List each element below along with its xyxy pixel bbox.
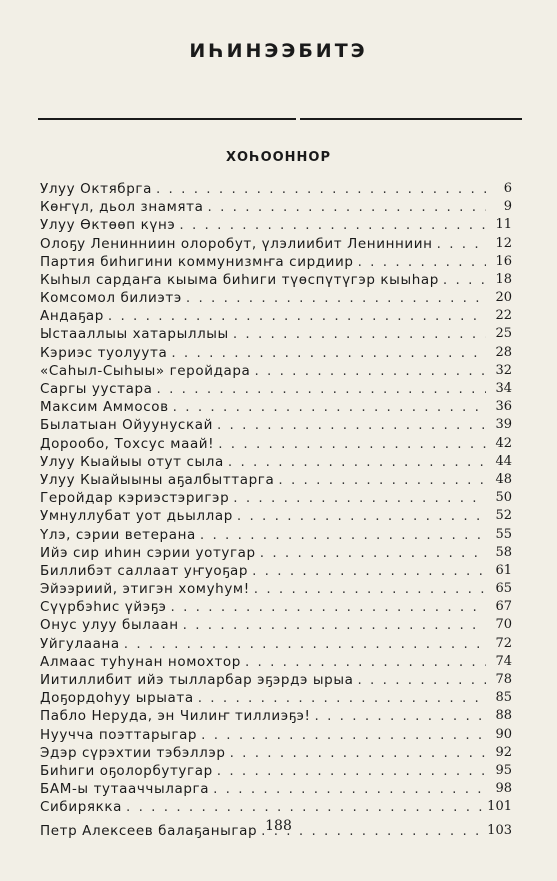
toc-entry-page: 42 [495,435,512,451]
toc-entry-page: 95 [495,762,512,778]
toc-entry-page: 6 [503,180,512,196]
dot-leader [183,616,486,634]
toc-entry [40,526,512,544]
toc-entry [40,653,512,671]
toc-entry [40,544,512,562]
toc-entry-title: Сүүрбэһис үйэҕэ [40,599,167,616]
dot-leader [126,798,483,816]
toc-entry [40,617,512,635]
page-title: ИҺИНЭЭБИТЭ [189,40,368,62]
toc-entry [40,198,512,216]
toc-entry [40,580,512,598]
toc-entry [40,562,512,580]
dot-leader [233,489,486,507]
dot-leader [233,325,486,343]
dot-leader [245,653,486,671]
toc-entry-page: 25 [495,326,512,342]
dot-leader [171,344,486,362]
toc-entry-title: Нуучча поэттарыгар [40,726,198,743]
dot-leader [254,580,486,598]
toc-entry-page: 12 [495,235,512,251]
toc-entry-title: Доҕордоһуу ырыата [40,690,194,707]
toc-entry-page: 55 [495,526,512,542]
toc-entry-page: 36 [495,399,512,415]
dot-leader [357,671,486,689]
toc-entry-page: 103 [487,822,512,838]
toc-entry-page: 28 [495,344,512,360]
toc-entry-title: Эдэр сүрэхтии тэбэллэр [40,744,226,761]
toc-entry-page: 58 [495,544,512,560]
toc-entry-page: 65 [495,581,512,597]
dot-leader [358,253,486,271]
dot-leader [207,198,486,216]
dot-leader [179,216,486,234]
dot-leader [156,180,486,198]
dot-leader [254,362,486,380]
toc-entry-title: Кыһыл сардаҥа кыыма биһиги түөспүтүгэр кыыһар [40,271,439,288]
toc-entry-title: Комсомол билиэтэ [40,290,182,307]
toc-entry-title: Улуу Өктөөп күнэ [40,217,176,234]
dot-leader [217,762,486,780]
dot-leader [200,526,486,544]
toc-entry-title: Пабло Неруда, эн Чилиҥ тиллиэҕэ! [40,708,311,725]
toc-entry [40,435,512,453]
dot-leader [217,416,486,434]
toc-entry-title: Улуу Кыайыы отут сыла [40,453,224,470]
toc-entry-page: 16 [495,253,512,269]
toc-entry [40,762,512,780]
dot-leader [278,471,486,489]
toc-entry [40,798,512,816]
dot-leader [124,635,486,653]
page-number: 188 [265,818,292,834]
toc-entry-title: Петр Алексеев балаҕаныгар [40,822,258,839]
toc-entry [40,689,512,707]
toc-entry-page: 74 [495,653,512,669]
toc-entry [40,271,512,289]
toc-entry-page: 70 [495,617,512,633]
toc-entry-title: Ыстааллыы хатарыллыы [40,326,229,343]
toc-entry-page: 90 [495,726,512,742]
toc-entry [40,398,512,416]
dot-leader [201,726,486,744]
toc-entry-title: Былатыан Ойуунускай [40,417,213,434]
toc-entry-title: Андаҕар [40,308,104,325]
toc-entry-page: 32 [495,362,512,378]
toc-entry [40,707,512,725]
dot-leader [186,289,486,307]
toc-entry-title: Көҥүл, дьол знамята [40,199,204,216]
toc-entry-title: БАМ-ы тутааччыларга [40,781,210,798]
toc-entry-page: 50 [495,490,512,506]
toc-entry [40,635,512,653]
toc-entry-title: Саргы уустара [40,381,153,398]
toc-entry-title: Биллибэт саллаат уҥуоҕар [40,562,249,579]
toc-entry [40,307,512,325]
toc-entry [40,780,512,798]
dot-leader [198,689,486,707]
dot-leader [437,235,486,253]
dot-leader [260,544,486,562]
toc-entry [40,471,512,489]
toc-entry [40,671,512,689]
dot-leader [230,744,486,762]
toc-entry-page: 72 [495,635,512,651]
toc-entry-title: Улуу Октябрга [40,180,152,197]
toc-entry-page: 48 [495,471,512,487]
toc-entry-page: 20 [495,290,512,306]
dot-leader [228,453,486,471]
toc-entry-page: 92 [495,744,512,760]
divider-left [38,118,296,120]
toc-entry [40,235,512,253]
toc-entry-title: Максим Аммосов [40,399,169,416]
toc-entry-title: Уйгулаана [40,635,120,652]
toc-entry [40,253,512,271]
toc-entry-title: Сибирякка [40,799,122,816]
toc-entry-page: 78 [495,672,512,688]
dot-leader [218,435,486,453]
toc-entry-page: 22 [495,308,512,324]
divider-right [300,118,522,120]
toc-entry [40,289,512,307]
table-of-contents [40,180,512,840]
toc-entry [40,726,512,744]
toc-entry [40,416,512,434]
toc-entry-title: Партия биһигини коммунизмҥа сирдиир [40,253,354,270]
toc-entry-page: 67 [495,599,512,615]
dot-leader [157,380,487,398]
toc-entry-title: Улуу Кыайыыны аҕалбыттарга [40,471,275,488]
toc-entry-title: Олоҕу Ленинниин олоробут, үлэлиибит Ленинниин [40,235,433,252]
dot-leader [314,707,486,725]
toc-entry [40,598,512,616]
toc-entry-page: 52 [495,508,512,524]
dot-leader [237,507,486,525]
toc-entry-title: Биһиги оҕолорбутугар [40,762,213,779]
toc-entry [40,216,512,234]
dot-leader [171,598,487,616]
toc-entry [40,507,512,525]
toc-entry-page: 101 [487,799,512,815]
toc-entry-page: 9 [503,199,512,215]
toc-entry [40,453,512,471]
toc-entry-title: Иитиллибит ийэ тылларбар эҕэрдэ ырыа [40,672,354,689]
toc-entry [40,380,512,398]
dot-leader [213,780,486,798]
toc-entry-page: 39 [495,417,512,433]
toc-entry-page: 34 [495,381,512,397]
toc-entry-title: «Саһыл-Сыһыы» геройдара [40,362,251,379]
toc-entry [40,326,512,344]
toc-entry [40,344,512,362]
dot-leader [108,307,486,325]
dot-leader [173,398,486,416]
toc-entry [40,180,512,198]
toc-entry-title: Дорообо, Тохсус маай! [40,435,215,452]
toc-entry-page: 18 [495,271,512,287]
dot-leader [443,271,486,289]
toc-entry-title: Геройдар кэриэстэригэр [40,490,230,507]
toc-entry-title: Онус улуу былаан [40,617,179,634]
toc-entry-page: 98 [495,781,512,797]
toc-entry-page: 11 [495,217,512,233]
toc-entry-page: 85 [495,690,512,706]
toc-entry [40,362,512,380]
toc-entry-title: Умнуллубат уот дьыллар [40,508,233,525]
toc-entry-title: Эйээриий, этигэн хомуһум! [40,581,250,598]
dot-leader [252,562,486,580]
toc-entry-title: Ийэ сир иһин сэрии уотугар [40,544,256,561]
section-heading: ХОҺООННОР [225,150,332,165]
toc-entry-title: Алмаас туһунан номохтор [40,653,241,670]
toc-entry-title: Кэриэс туолуута [40,344,168,361]
toc-entry-page: 44 [495,453,512,469]
toc-entry-page: 61 [495,562,512,578]
toc-entry [40,744,512,762]
toc-entry [40,489,512,507]
toc-entry-title: Үлэ, сэрии ветерана [40,526,196,543]
toc-entry-page: 88 [495,708,512,724]
